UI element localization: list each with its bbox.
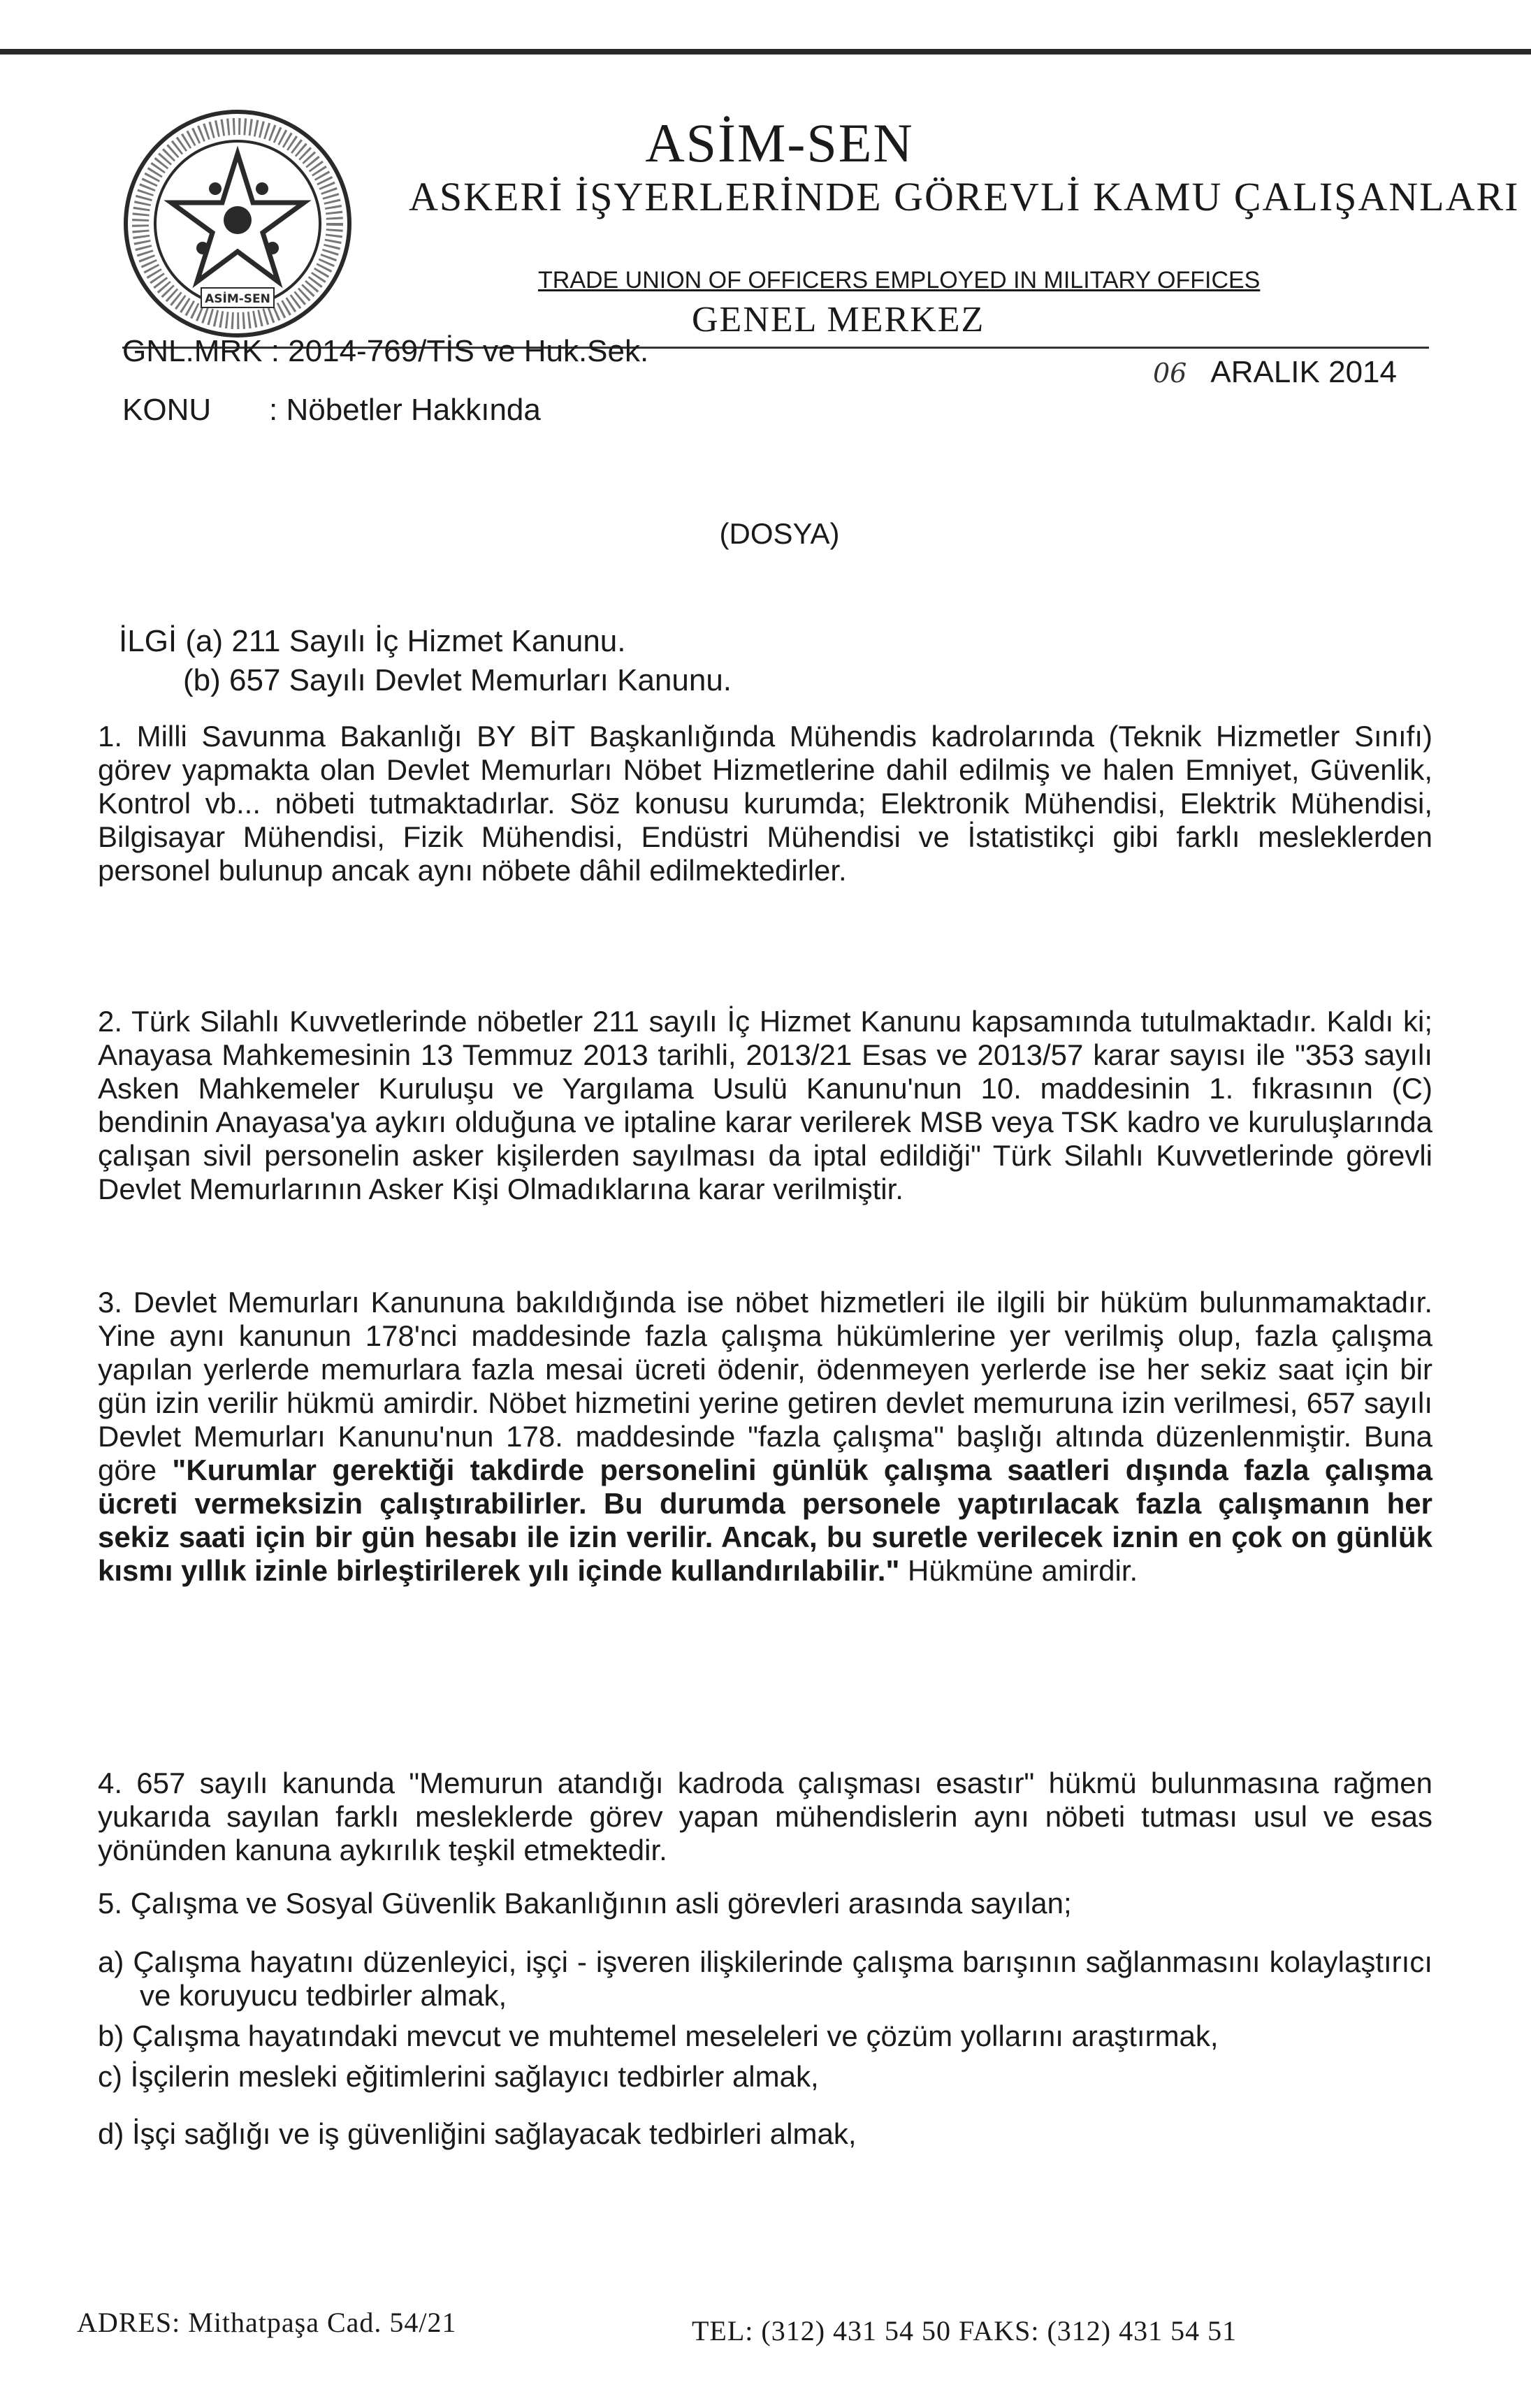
org-headquarters: GENEL MERKEZ	[692, 300, 985, 340]
paragraph-3-quote: "Kurumlar gerektiği takdirde personelini günlük çalışma saatleri dışında fazla çalışma ücreti vermeksizin çalıştırabilirler. Bu durumda personele yaptırılacak fazla çalışmanın her sekiz saati için bir gün hesabı ile izin verilir. Ancak, bu suretle verilecek iznin en çok on günlük kısmı yıllık izinle birleştirilerek yılı içinde kullandırılabilir."	[98, 1453, 1432, 1587]
file-marker: (DOSYA)	[719, 517, 840, 550]
paragraph-5	[98, 1887, 1432, 2158]
footer-address: ADRES: Mithatpaşa Cad. 54/21	[77, 2307, 457, 2338]
date-day-handwritten: 06	[1153, 358, 1187, 389]
paragraph-4	[98, 1767, 1432, 1867]
footer-phone-fax: TEL: (312) 431 54 50 FAKS: (312) 431 54 51	[692, 2315, 1238, 2347]
top-scan-border	[0, 49, 1531, 55]
subject-label: KONU	[122, 393, 212, 427]
date-month-year: ARALIK 2014	[1210, 355, 1397, 389]
reference-label: GNL.MRK	[122, 334, 263, 368]
paragraph-3	[98, 1286, 1432, 1588]
paragraph-5-intro: 5. Çalışma ve Sosyal Güvenlik Bakanlığının asli görevleri arasında sayılan;	[98, 1887, 1072, 1920]
org-full-name: ASKERİ İŞYERLERİNDE GÖREVLİ KAMU ÇALIŞANLARI	[409, 174, 1520, 219]
svg-text:ASİM-SEN: ASİM-SEN	[205, 292, 270, 306]
paragraph-1	[98, 720, 1432, 887]
document-date	[1153, 355, 1397, 390]
paragraph-3-text	[98, 1286, 1432, 1588]
paragraph-4-text: 4. 657 sayılı kanunda "Memurun atandığı kadroda çalışması esastır" hükmü bulunmasına rağmen yukarıda sayılan farklı mesleklerde görev yapan mühendislerin aynı nöbeti tutması usul ve esas yönünden kanuna aykırılık teşkil etmektedir.	[98, 1767, 1432, 1866]
reference-b: (b) 657 Sayılı Devlet Memurları Kanunu.	[183, 663, 732, 697]
references-block	[119, 622, 732, 700]
reference-number	[122, 334, 648, 369]
list-item-d: d) İşçi sağlığı ve iş güvenliğini sağlayacak tedbirleri almak,	[98, 2117, 857, 2150]
list-item-b: b) Çalışma hayatındaki mevcut ve muhtemel meseleleri ve çözüm yollarını araştırmak,	[98, 2019, 1219, 2052]
reference-value: : 2014-769/TİS ve Huk.Sek.	[270, 334, 649, 368]
org-english-name: TRADE UNION OF OFFICERS EMPLOYED IN MILITARY OFFICES	[538, 267, 1261, 293]
paragraph-3-intro: 3. Devlet Memurları Kanununa bakıldığında ise nöbet hizmetleri ile ilgili bir hüküm bulunmamaktadır. Yine aynı kanunun 178'nci maddesinde fazla çalışma hükümlerine yer verilmiş olup, fazla çalışma yapılan yerlerde memurlara fazla mesai ücreti ödenir, ödenmeyen yerlerde ise her sekiz saat için bir gün izin verilir hükmü amirdir. Nöbet hizmetini yerine getiren devlet memuruna izin verilmesi, 657 sayılı Devlet Memurları Kanunu'nun 178. maddesinde "fazla çalışma" başlığı altında düzenlenmiştir. Buna göre	[98, 1286, 1432, 1486]
paragraph-2	[98, 1005, 1432, 1206]
paragraph-1-text: 1. Milli Savunma Bakanlığı BY BİT Başkanlığında Mühendis kadrolarında (Teknik Hizmetler Sınıfı) görev yapmakta olan Devlet Memurları Nöbet Hizmetlerine dahil edilmiş ve halen Emniyet, Güvenlik, Kontrol vb... nöbeti tutmaktadırlar. Söz konusu kurumda; Elektronik Mühendisi, Elektrik Mühendisi, Bilgisayar Mühendisi, Fizik Mühendisi, Endüstri Mühendisi ve İstatistikçi gibi farklı mesleklerden personel bulunup ancak aynı nöbete dâhil edilmektedirler.	[98, 720, 1432, 887]
org-name: ASİM-SEN	[645, 113, 914, 173]
paragraph-2-text: 2. Türk Silahlı Kuvvetlerinde nöbetler 211 sayılı İç Hizmet Kanunu kapsamında tutulmaktadır. Kaldı ki; Anayasa Mahkemesinin 13 Temmuz 2013 tarihli, 2013/21 Esas ve 2013/57 karar sayısı ile "353 sayılı Asken Mahkemeler Kuruluşu ve Yargılama Usulü Kanunu'nun 10. maddesinin 1. fıkrasının (C) bendinin Anayasa'ya aykırı olduğuna ve iptaline karar verilerek MSB veya TSK kadro ve kuruluşlarında çalışan sivil personelin asker kişilerden sayılması da iptal edildiği" Türk Silahlı Kuvvetlerinde görevli Devlet Memurlarının Asker Kişi Olmadıklarına karar verilmiştir.	[98, 1005, 1432, 1205]
reference-a: İLGİ (a) 211 Sayılı İç Hizmet Kanunu.	[119, 624, 626, 658]
subject-line	[122, 393, 541, 428]
list-item-c: c) İşçilerin mesleki eğitimlerini sağlayıcı tedbirler almak,	[98, 2060, 819, 2093]
paragraph-3-closing: Hükmüne amirdir.	[899, 1554, 1138, 1587]
subject-value: : Nöbetler Hakkında	[269, 393, 541, 427]
list-item-a: a) Çalışma hayatını düzenleyici, işçi - işveren ilişkilerinde çalışma barışının sağlanmasını kolaylaştırıcı ve koruyucu tedbirler almak,	[98, 1945, 1432, 2012]
